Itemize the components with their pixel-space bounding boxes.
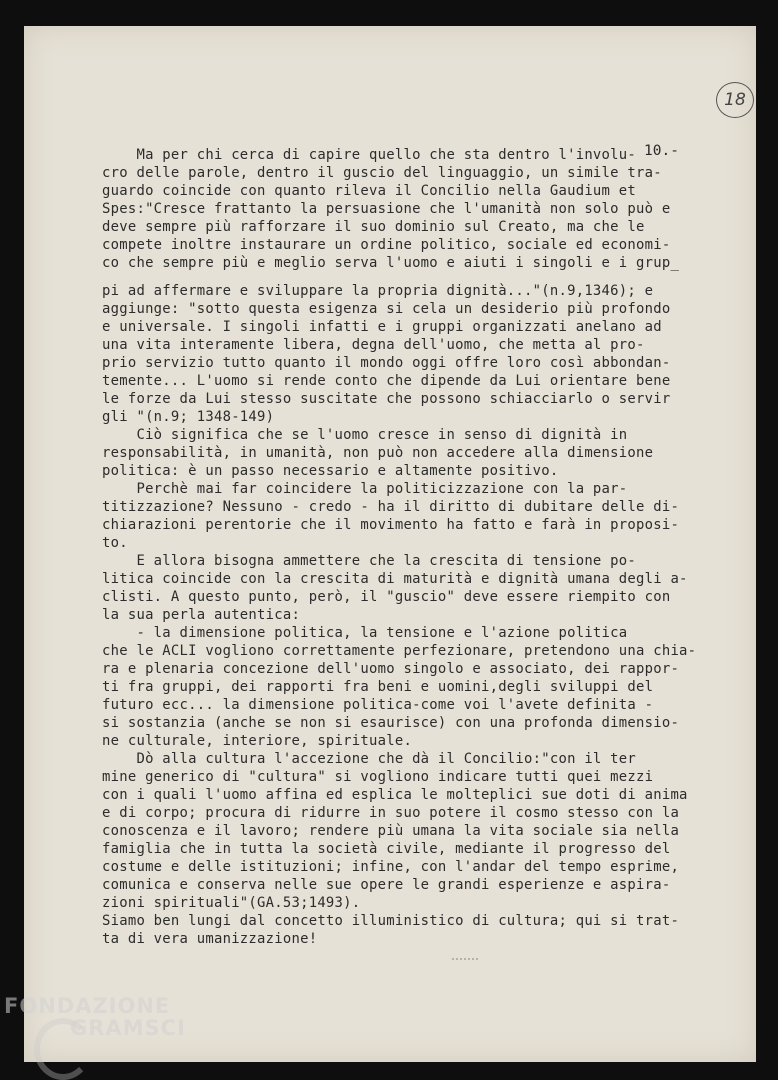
- text-line: to.: [102, 535, 128, 551]
- text-line: Ciò significa che se l'uomo cresce in senso di dignità in: [102, 427, 628, 443]
- text-line: guardo coincide con quanto rileva il Concilio nella Gaudium et: [102, 183, 636, 199]
- document-body: [102, 146, 722, 948]
- text-line: si sostanzia (anche se non si esaurisce) con una profonda dimensio-: [102, 715, 680, 731]
- text-line: e di corpo; procura di ridurre in suo potere il cosmo stesso con la: [102, 805, 680, 821]
- text-line: Spes:"Cresce frattanto la persuasione che l'umanità non solo può e: [102, 201, 671, 217]
- text-line: Ma per chi cerca di capire quello che sta dentro l'involu-: [102, 147, 636, 163]
- text-line: compete inoltre instaurare un ordine politico, sociale ed economi-: [102, 237, 671, 253]
- text-line: ra e plenaria concezione dell'uomo singolo e associato, dei rappor-: [102, 661, 680, 677]
- text-line: litica coincide con la crescita di maturità e dignità umana degli a-: [102, 571, 688, 587]
- text-line: deve sempre più rafforzare il suo dominio sul Creato, ma che le: [102, 219, 645, 235]
- text-line: ta di vera umanizzazione!: [102, 931, 318, 947]
- text-line: costume e delle istituzioni; infine, con l'andar del tempo esprime,: [102, 859, 680, 875]
- text-line: responsabilità, in umanità, non può non accedere alla dimensione: [102, 445, 654, 461]
- text-line: temente... L'uomo si rende conto che dipende da Lui orientare bene: [102, 373, 671, 389]
- text-line: le forze da Lui stesso suscitate che possono schiacciarlo o servir: [102, 391, 671, 407]
- text-line: una vita interamente libera, degna dell'uomo, che metta al pro-: [102, 337, 645, 353]
- text-line: pi ad affermare e sviluppare la propria dignità..."(n.9,1346); e: [102, 283, 654, 299]
- typed-page-number: 10.-: [644, 143, 679, 159]
- text-line: clisti. A questo punto, però, il "guscio" deve essere riempito con: [102, 589, 671, 605]
- text-line: aggiunge: "sotto questa esigenza si cela un desiderio più profondo: [102, 301, 671, 317]
- text-line: chiarazioni perentorie che il movimento ha fatto e farà in proposi-: [102, 517, 680, 533]
- text-line: famiglia che in tutta la società civile, mediante il progresso del: [102, 841, 671, 857]
- text-line: mine generico di "cultura" si vogliono indicare tutti quei mezzi: [102, 769, 654, 785]
- text-line: con i quali l'uomo affina ed esplica le molteplici sue doti di anima: [102, 787, 688, 803]
- text-line: cro delle parole, dentro il guscio del linguaggio, un simile tra-: [102, 165, 662, 181]
- text-line: la sua perla autentica:: [102, 607, 301, 623]
- archive-watermark: [4, 995, 186, 1039]
- watermark-line-1: FONDAZIONE: [4, 994, 171, 1018]
- text-line: gli "(n.9; 1348-149): [102, 409, 275, 425]
- text-line: - la dimensione politica, la tensione e l'azione politica: [102, 625, 628, 641]
- text-line: politica: è un passo necessario e altamente positivo.: [102, 463, 559, 479]
- page-end-mark: [452, 958, 478, 962]
- text-line: ne culturale, interiore, spirituale.: [102, 733, 413, 749]
- text-line: comunica e conserva nelle sue opere le grandi esperienze e aspira-: [102, 877, 671, 893]
- text-line: futuro ecc... la dimensione politica-come voi l'avete definita -: [102, 697, 654, 713]
- text-line: zioni spirituali"(GA.53;1493).: [102, 895, 361, 911]
- watermark-line-2: GRAMSCI: [70, 1016, 186, 1040]
- line-gap: [102, 272, 722, 282]
- text-line: conoscenza e il lavoro; rendere più umana la vita sociale sia nella: [102, 823, 680, 839]
- text-line: Perchè mai far coincidere la politicizzazione con la par-: [102, 481, 628, 497]
- text-line: Dò alla cultura l'accezione che dà il Concilio:"con il ter: [102, 751, 636, 767]
- text-line: e universale. I singoli infatti e i gruppi organizzati anelano ad: [102, 319, 662, 335]
- text-line: titizzazione? Nessuno - credo - ha il diritto di dubitare delle di-: [102, 499, 680, 515]
- text-line: che le ACLI vogliono correttamente perfezionare, pretendono una chia-: [102, 643, 697, 659]
- text-line: co che sempre più e meglio serva l'uomo e aiuti i singoli e i grup_: [102, 255, 680, 271]
- text-line: prio servizio tutto quanto il mondo oggi offre loro così abbondan-: [102, 355, 671, 371]
- text-line: ti fra gruppi, dei rapporti fra beni e uomini,degli sviluppi del: [102, 679, 654, 695]
- text-line: E allora bisogna ammettere che la crescita di tensione po-: [102, 553, 636, 569]
- text-line: Siamo ben lungi dal concetto illuministico di cultura; qui si trat-: [102, 913, 680, 929]
- handwritten-page-number: 18: [716, 82, 754, 118]
